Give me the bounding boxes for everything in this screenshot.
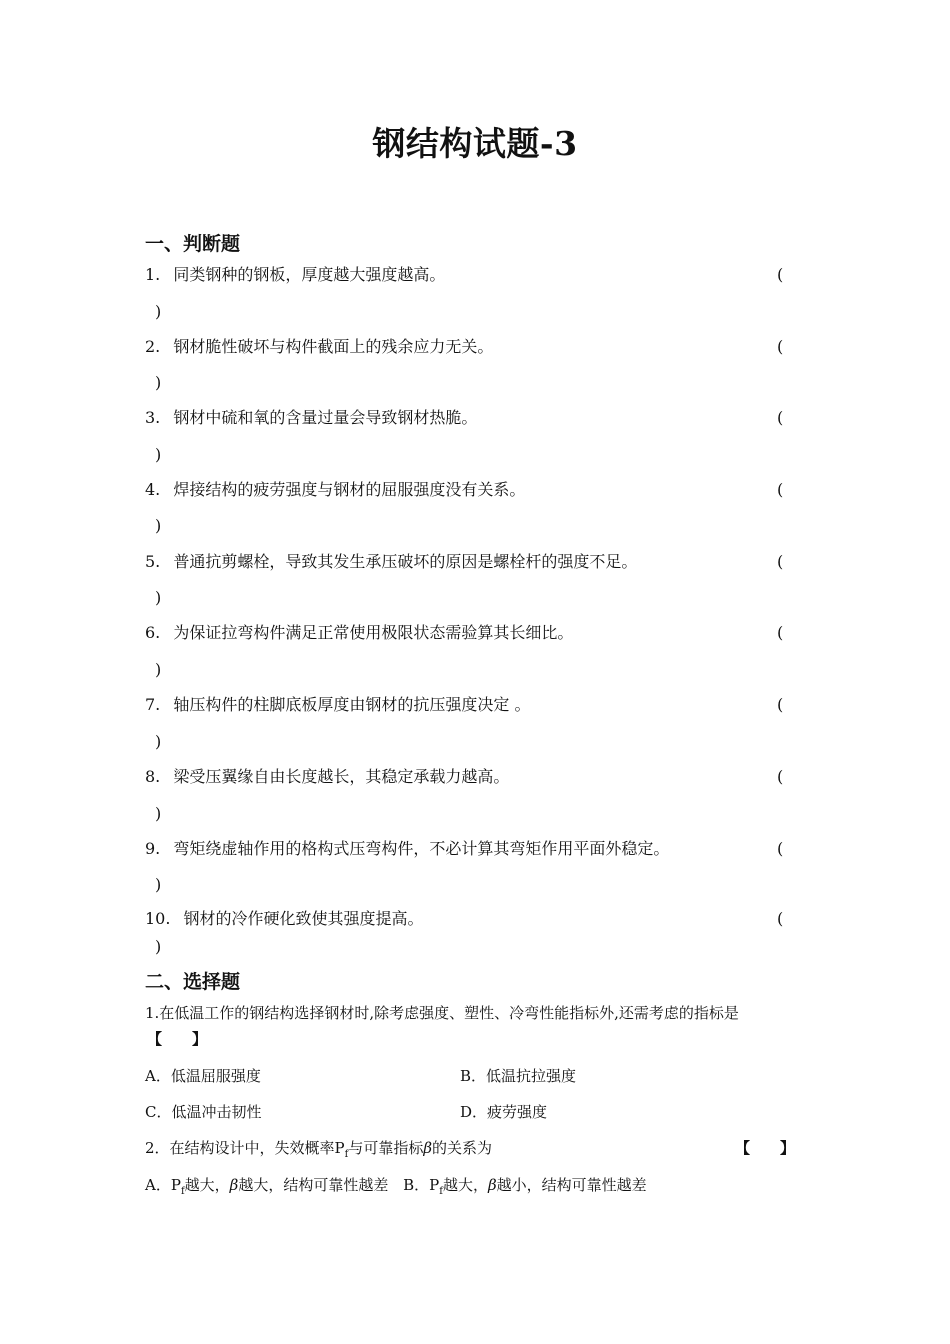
answer-paren-open: (	[777, 337, 784, 356]
question-number: 1.	[145, 265, 161, 284]
mc-question-1: 1.在低温工作的钢结构选择钢材时,除考虑强度、塑性、冷弯性能指标外,还需考虑的指标是	[145, 1004, 739, 1022]
option-c: C．低温冲击韧性	[145, 1103, 262, 1121]
answer-paren-open: (	[777, 480, 784, 499]
option-b	[403, 1176, 647, 1197]
question-5	[145, 552, 637, 572]
question-text: 同类钢种的钢板，厚度越大强度越高。	[173, 265, 446, 284]
answer-paren-open: (	[777, 623, 784, 642]
section-heading-true-false: 一、判断题	[145, 233, 241, 255]
answer-bracket: 【 】	[147, 1030, 208, 1048]
question-text: 轴压构件的柱脚底板厚度由钢材的抗压强度决定 。	[173, 695, 531, 714]
question-text: 弯矩绕虚轴作用的格构式压弯构件，不必计算其弯矩作用平面外稳定。	[173, 839, 670, 858]
answer-paren-close: )	[155, 373, 162, 392]
question-2	[145, 337, 493, 357]
question-text: 梁受压翼缘自由长度越长，其稳定承载力越高。	[173, 767, 510, 786]
subscript: f	[180, 1186, 185, 1197]
document-title: 钢结构试题-3	[372, 124, 578, 163]
answer-paren-close: )	[155, 804, 162, 823]
question-number: 6.	[145, 623, 161, 642]
beta-symbol: β	[487, 1176, 497, 1194]
answer-paren-close: )	[155, 302, 162, 321]
option-text: A．P	[145, 1176, 181, 1194]
answer-paren-close: )	[155, 660, 162, 679]
question-text-part: 2．在结构设计中，失效概率P	[145, 1139, 345, 1157]
question-number: 9.	[145, 839, 161, 858]
question-text-part: 与可靠指标	[348, 1139, 424, 1157]
question-3	[145, 408, 477, 428]
question-number: 7.	[145, 695, 161, 714]
answer-paren-close: )	[155, 445, 162, 464]
answer-paren-close: )	[155, 937, 162, 956]
question-4	[145, 480, 525, 500]
question-10	[145, 909, 424, 929]
question-8	[145, 767, 509, 787]
question-text-part: 的关系为	[432, 1139, 493, 1157]
option-d: D．疲劳强度	[460, 1103, 548, 1121]
answer-paren-close: )	[155, 588, 162, 607]
question-9	[145, 839, 669, 859]
question-text: 钢材脆性破坏与构件截面上的残余应力无关。	[173, 337, 494, 356]
option-text: 越大，	[184, 1176, 230, 1194]
answer-paren-open: (	[777, 839, 784, 858]
question-1	[145, 265, 445, 285]
question-number: 10.	[145, 909, 171, 928]
option-text: 越大，结构可靠性越差	[238, 1176, 389, 1194]
question-number: 2.	[145, 337, 161, 356]
option-text: B．P	[403, 1176, 440, 1194]
answer-paren-open: (	[777, 695, 784, 714]
option-a	[145, 1176, 389, 1197]
question-number: 3.	[145, 408, 161, 427]
question-7	[145, 695, 530, 715]
option-text: 越大，	[442, 1176, 488, 1194]
question-6	[145, 623, 573, 643]
answer-paren-open: (	[777, 408, 784, 427]
question-number: 5.	[145, 552, 161, 571]
answer-paren-open: (	[777, 767, 784, 786]
question-text: 焊接结构的疲劳强度与钢材的屈服强度没有关系。	[173, 480, 526, 499]
question-number: 4.	[145, 480, 161, 499]
answer-paren-open: (	[777, 265, 784, 284]
section-heading-multiple-choice: 二、选择题	[145, 971, 241, 993]
answer-paren-close: )	[155, 732, 162, 751]
answer-bracket: 【 】	[735, 1139, 796, 1157]
mc-question-2	[145, 1138, 492, 1165]
option-b: B．低温抗拉强度	[460, 1067, 577, 1085]
option-a-b-line	[145, 1175, 647, 1202]
option-a: A．低温屈服强度	[145, 1067, 261, 1085]
question-text: 为保证拉弯构件满足正常使用极限状态需验算其长细比。	[173, 623, 574, 642]
question-text: 钢材的冷作硬化致使其强度提高。	[183, 909, 424, 928]
question-text: 钢材中硫和氧的含量过量会导致钢材热脆。	[173, 408, 478, 427]
answer-paren-open: (	[777, 552, 784, 571]
option-text: 越小，结构可靠性越差	[496, 1176, 647, 1194]
subscript: f	[439, 1186, 443, 1197]
answer-paren-open: (	[777, 909, 784, 928]
answer-paren-close: )	[155, 875, 162, 894]
beta-symbol: β	[229, 1176, 239, 1194]
question-text: 普通抗剪螺栓，导致其发生承压破坏的原因是螺栓杆的强度不足。	[173, 552, 638, 571]
beta-symbol: β	[423, 1139, 433, 1157]
question-number: 8.	[145, 767, 161, 786]
subscript: f	[344, 1149, 349, 1160]
answer-paren-close: )	[155, 516, 162, 535]
